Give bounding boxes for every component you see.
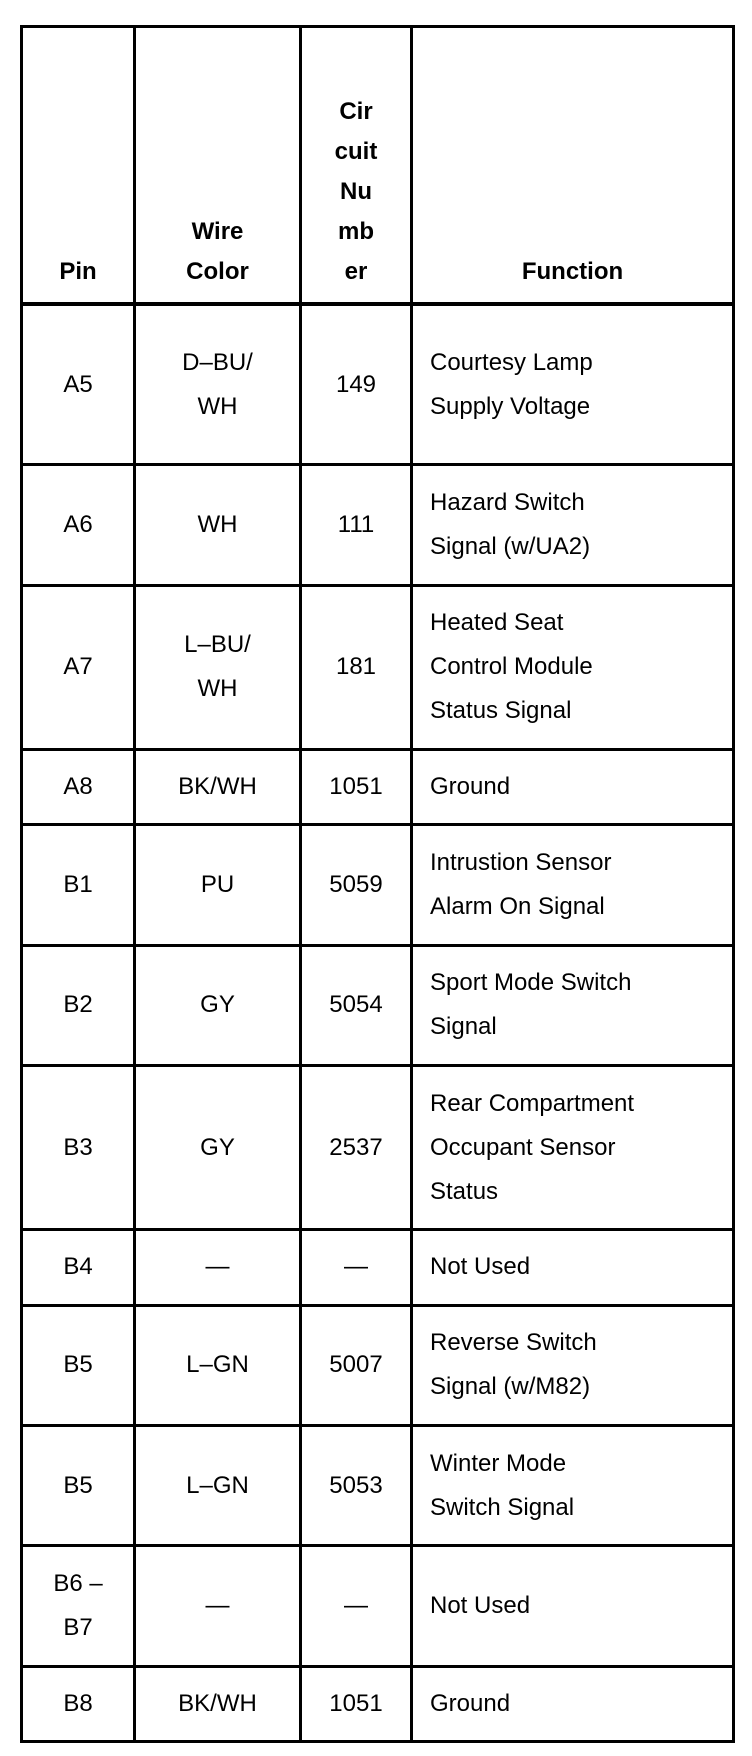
function-cell: Not Used — [412, 1230, 734, 1305]
wire-color-cell: — — [135, 1230, 301, 1305]
circuit-number-cell: 1051 — [301, 1666, 412, 1741]
pin-cell: B2 — [22, 945, 135, 1065]
circuit-number-cell: — — [301, 1546, 412, 1666]
pin-cell: A7 — [22, 585, 135, 749]
header-function: Function — [412, 27, 734, 305]
wire-color-cell: BK/WH — [135, 1666, 301, 1741]
pin-cell: B5 — [22, 1305, 135, 1425]
pin-cell: A6 — [22, 465, 135, 585]
table-row — [22, 1666, 734, 1741]
table-row — [22, 945, 734, 1065]
table-row — [22, 465, 734, 585]
header-pin: Pin — [22, 27, 135, 305]
circuit-number-cell: 181 — [301, 585, 412, 749]
circuit-number-cell: 5007 — [301, 1305, 412, 1425]
table-row — [22, 749, 734, 824]
pin-cell: B4 — [22, 1230, 135, 1305]
circuit-number-cell: 1051 — [301, 749, 412, 824]
wire-color-cell: GY — [135, 1065, 301, 1229]
table-row — [22, 1546, 734, 1666]
pin-cell: B6 – B7 — [22, 1546, 135, 1666]
pin-cell: B3 — [22, 1065, 135, 1229]
function-cell: Reverse Switch Signal (w/M82) — [412, 1305, 734, 1425]
function-cell: Not Used — [412, 1546, 734, 1666]
function-cell: Intrustion Sensor Alarm On Signal — [412, 825, 734, 945]
table-row — [22, 585, 734, 749]
table-row — [22, 1230, 734, 1305]
wire-color-cell: L–GN — [135, 1305, 301, 1425]
wire-color-cell: GY — [135, 945, 301, 1065]
pin-cell: A8 — [22, 749, 135, 824]
function-cell: Sport Mode Switch Signal — [412, 945, 734, 1065]
wire-color-cell: BK/WH — [135, 749, 301, 824]
pin-cell: A5 — [22, 304, 135, 465]
function-cell: Ground — [412, 1666, 734, 1741]
circuit-number-cell: 111 — [301, 465, 412, 585]
wire-color-cell: PU — [135, 825, 301, 945]
header-row — [22, 27, 734, 305]
table-row — [22, 825, 734, 945]
function-cell: Ground — [412, 749, 734, 824]
pin-cell: B1 — [22, 825, 135, 945]
wire-color-cell: — — [135, 1546, 301, 1666]
circuit-number-cell: 5054 — [301, 945, 412, 1065]
function-cell: Winter Mode Switch Signal — [412, 1425, 734, 1545]
function-cell: Hazard Switch Signal (w/UA2) — [412, 465, 734, 585]
table-row — [22, 1425, 734, 1545]
wire-color-cell: WH — [135, 465, 301, 585]
circuit-number-cell: 149 — [301, 304, 412, 465]
wire-color-cell: L–BU/ WH — [135, 585, 301, 749]
table-row — [22, 304, 734, 465]
circuit-number-cell: 5059 — [301, 825, 412, 945]
function-cell: Rear Compartment Occupant Sensor Status — [412, 1065, 734, 1229]
connector-pinout-table — [20, 25, 735, 1743]
table-row — [22, 1065, 734, 1229]
table-row — [22, 1305, 734, 1425]
pin-cell: B5 — [22, 1425, 135, 1545]
function-cell: Heated Seat Control Module Status Signal — [412, 585, 734, 749]
circuit-number-cell: 5053 — [301, 1425, 412, 1545]
wire-color-cell: D–BU/ WH — [135, 304, 301, 465]
header-circuit-number: Cir cuit Nu mb er — [301, 27, 412, 305]
pin-cell: B8 — [22, 1666, 135, 1741]
header-wire-color: Wire Color — [135, 27, 301, 305]
circuit-number-cell: 2537 — [301, 1065, 412, 1229]
circuit-number-cell: — — [301, 1230, 412, 1305]
wire-color-cell: L–GN — [135, 1425, 301, 1545]
function-cell: Courtesy Lamp Supply Voltage — [412, 304, 734, 465]
